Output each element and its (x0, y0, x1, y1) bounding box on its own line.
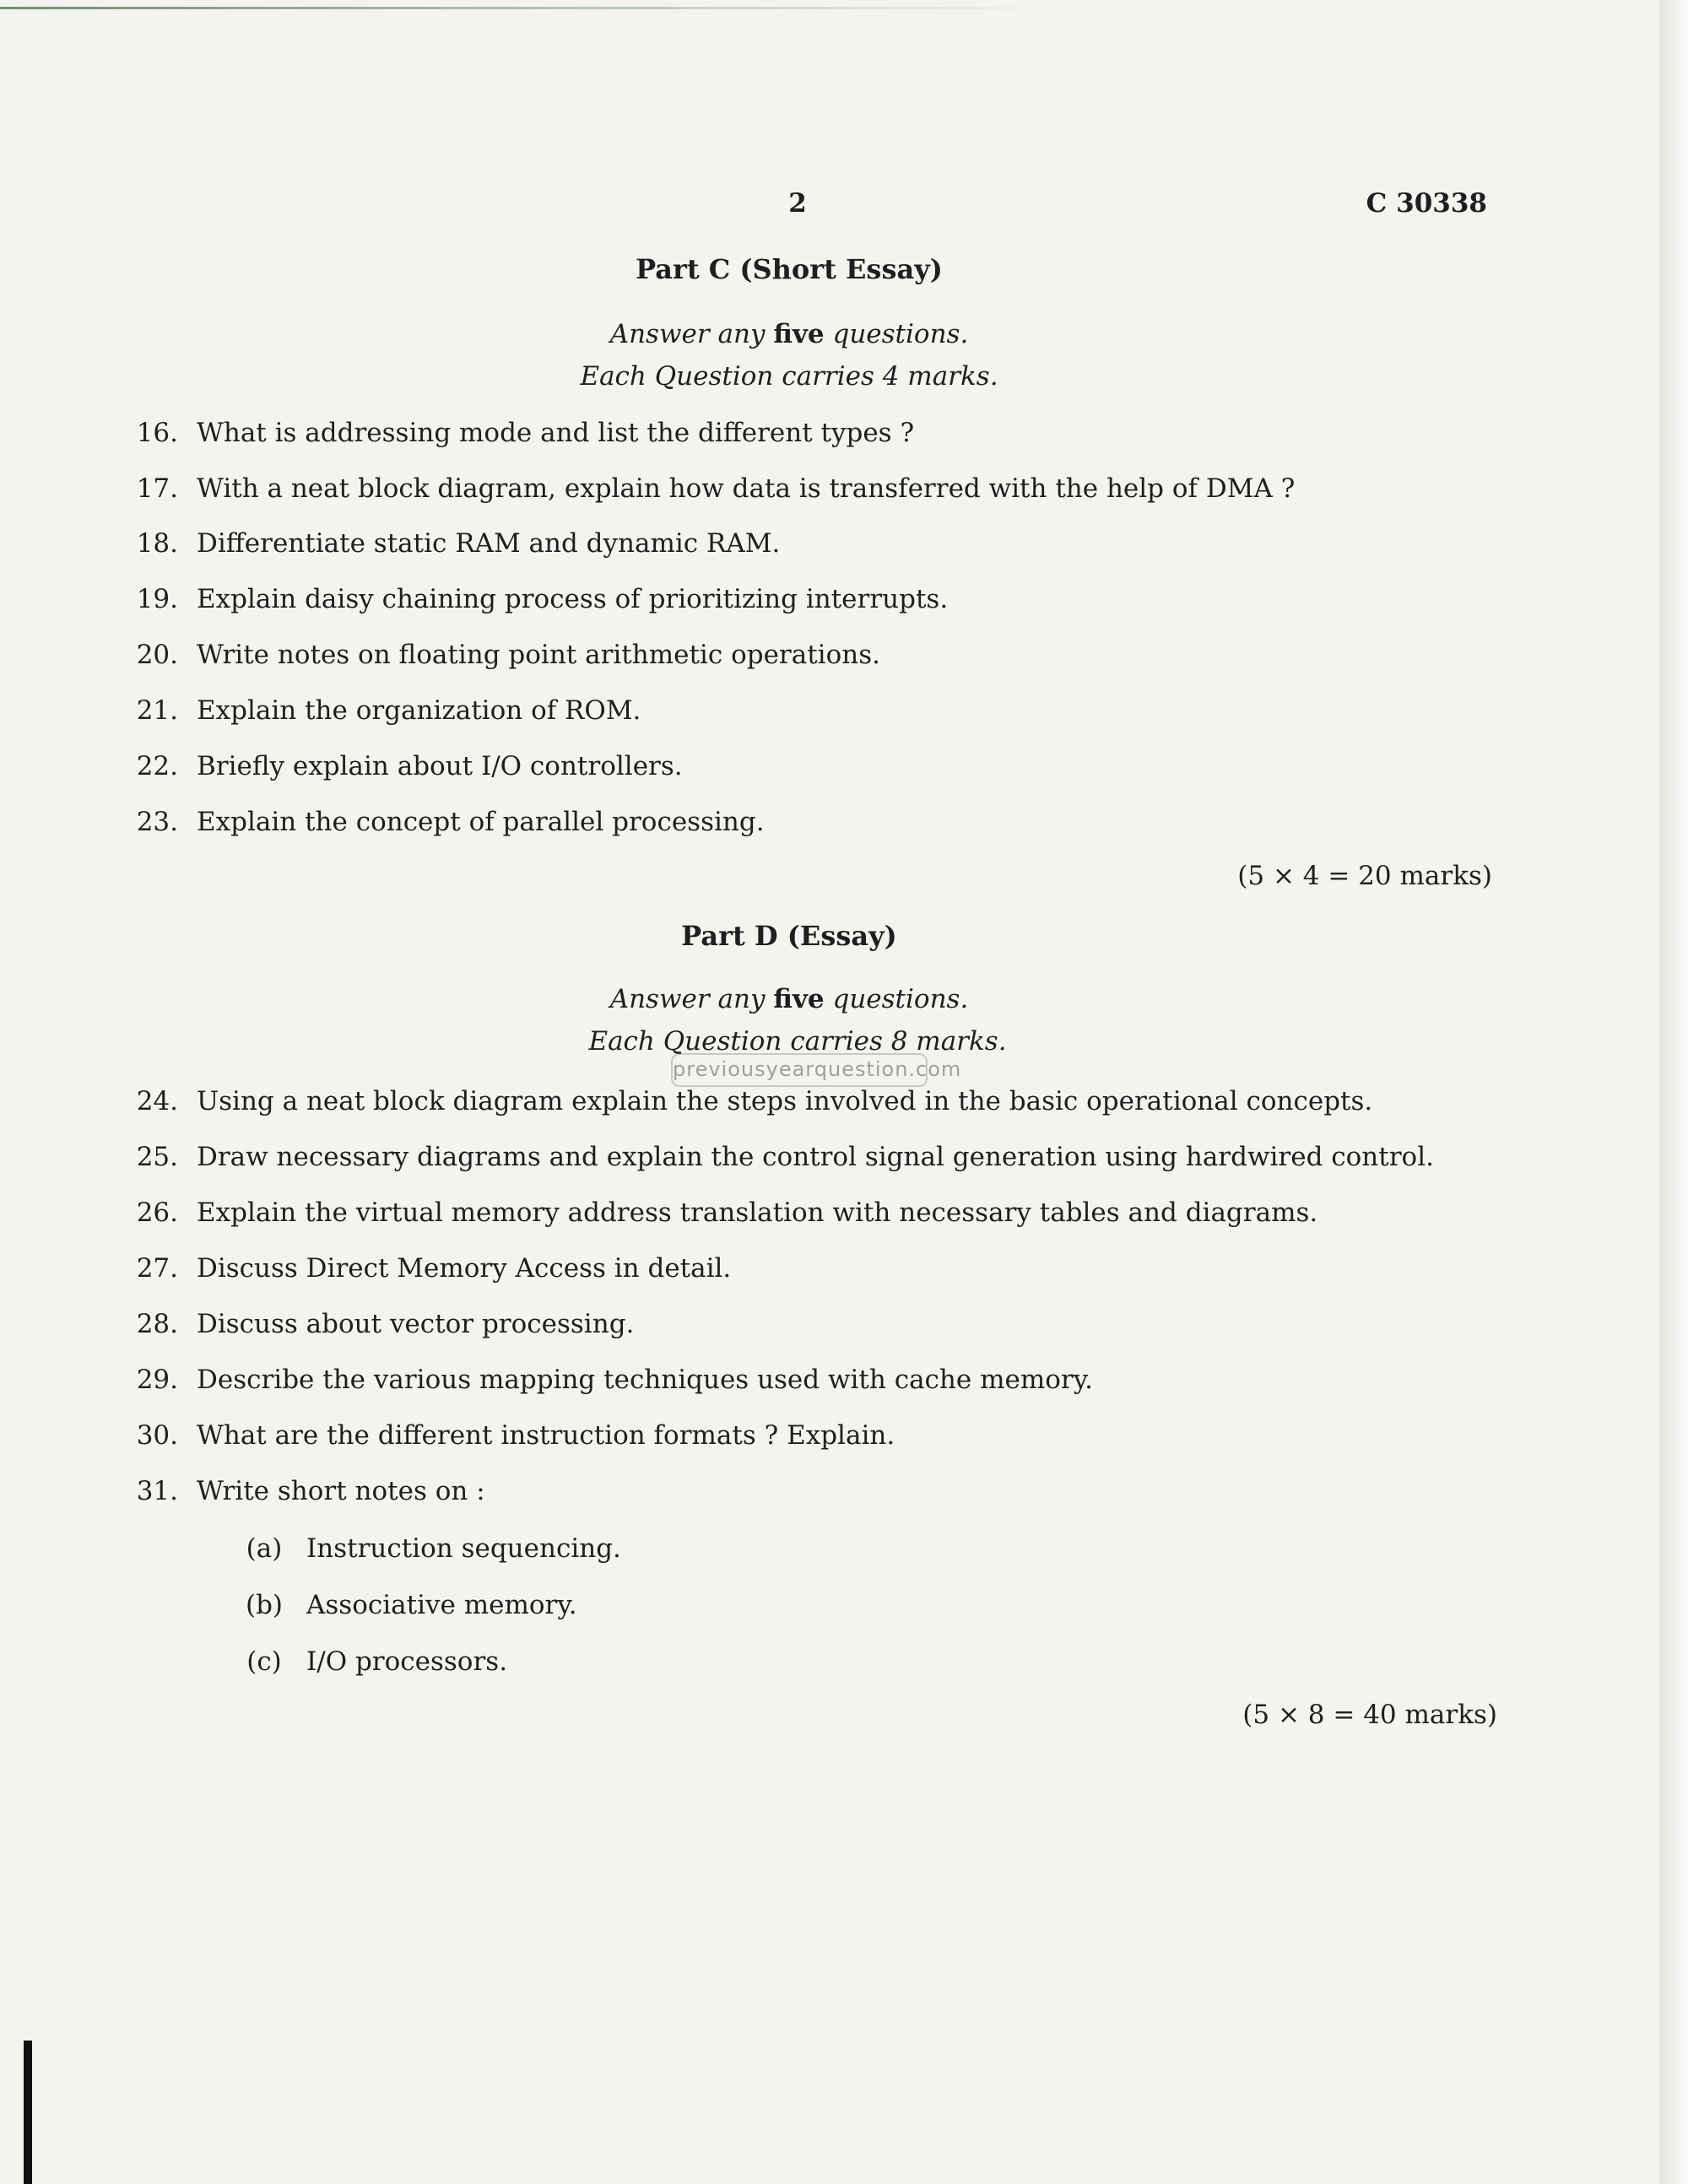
question-number: 25. (136, 1142, 178, 1172)
question-number: 30. (136, 1420, 178, 1451)
question-number: 17. (136, 473, 178, 504)
part-d-instruction (0, 984, 1578, 1014)
question-number: 22. (136, 751, 178, 781)
question-number: 29. (136, 1365, 178, 1395)
question-number: 23. (136, 807, 178, 837)
part-d-instruction-count: five (773, 984, 825, 1014)
part-d-instruction-suffix: questions. (832, 984, 969, 1014)
question-text: Discuss about vector processing. (197, 1309, 635, 1339)
question-text: Using a neat block diagram explain the steps involved in the basic operational concepts. (197, 1086, 1373, 1116)
question-number: 27. (136, 1253, 178, 1284)
question-text: Discuss Direct Memory Access in detail. (197, 1253, 732, 1284)
question-text: Differentiate static RAM and dynamic RAM. (197, 528, 781, 559)
question-number: 31. (136, 1476, 178, 1506)
part-c-instruction (0, 319, 1578, 349)
question-number: 28. (136, 1309, 178, 1339)
sub-item-text: Associative memory. (306, 1590, 577, 1620)
question-text: What are the different instruction formats ? Explain. (197, 1420, 895, 1451)
part-c-instruction-count: five (773, 319, 825, 349)
question-text: Draw necessary diagrams and explain the control signal generation using hardwired control. (197, 1142, 1434, 1172)
sub-item-label: (a) (246, 1533, 283, 1564)
question-number: 21. (136, 695, 178, 726)
paper-code: C 30338 (1366, 188, 1487, 219)
part-c-marks-note: Each Question carries 4 marks. (580, 361, 998, 392)
question-text: Explain the organization of ROM. (197, 695, 641, 726)
question-number: 18. (136, 528, 178, 559)
sub-item-label: (c) (246, 1646, 282, 1677)
scan-edge-mark (24, 2041, 32, 2184)
sub-item-text: Instruction sequencing. (306, 1533, 621, 1564)
question-text: Briefly explain about I/O controllers. (197, 751, 683, 781)
part-d-marks-note: Each Question carries 8 marks. (588, 1026, 1007, 1057)
question-text: Explain the concept of parallel processing. (197, 807, 765, 837)
page-right-edge (1659, 0, 1688, 2184)
question-number: 16. (136, 418, 178, 448)
part-c-instruction-suffix: questions. (832, 319, 969, 349)
part-c-total-marks: (5 × 4 = 20 marks) (1237, 861, 1492, 891)
sub-item-label: (b) (245, 1590, 284, 1620)
question-number: 24. (136, 1086, 178, 1116)
question-number: 20. (136, 640, 178, 670)
question-text: Explain daisy chaining process of prioritizing interrupts. (197, 584, 949, 614)
question-text: Describe the various mapping techniques used with cache memory. (197, 1365, 1093, 1395)
part-d-heading: Part D (Essay) (681, 920, 897, 952)
question-text: What is addressing mode and list the different types ? (197, 418, 915, 448)
question-text: Explain the virtual memory address translation with necessary tables and diagrams. (197, 1197, 1318, 1228)
part-c-instruction-prefix: Answer any (609, 319, 766, 349)
part-c-heading: Part C (Short Essay) (636, 253, 943, 285)
page-number: 2 (788, 188, 807, 219)
watermark-stamp: previousyearquestion.com (671, 1053, 928, 1087)
question-text: Write short notes on : (197, 1476, 485, 1506)
sub-item-text: I/O processors. (306, 1646, 508, 1677)
part-d-total-marks: (5 × 8 = 40 marks) (1242, 1700, 1497, 1730)
question-text: With a neat block diagram, explain how data is transferred with the help of DMA ? (197, 473, 1296, 504)
question-number: 19. (136, 584, 178, 614)
question-text: Write notes on floating point arithmetic operations. (197, 640, 880, 670)
top-edge-line (0, 7, 1055, 9)
question-number: 26. (136, 1197, 178, 1228)
part-d-instruction-prefix: Answer any (609, 984, 766, 1014)
